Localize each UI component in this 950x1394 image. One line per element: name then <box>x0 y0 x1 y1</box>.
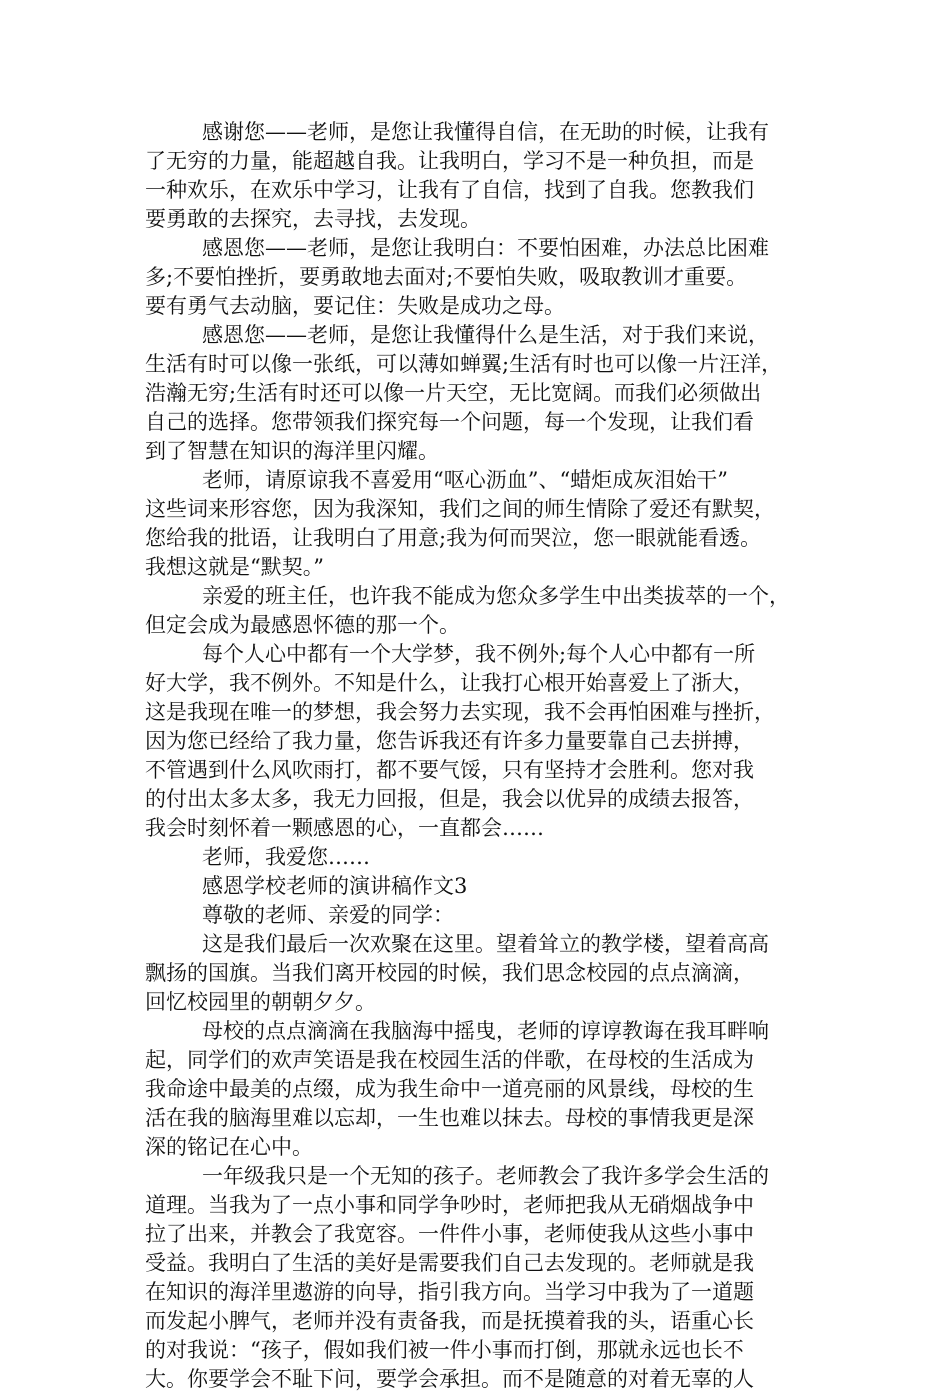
paragraph-first-line: 感恩您——老师，是您让我懂得什么是生活，对于我们来说， <box>202 323 769 347</box>
paragraph-line: 多;不要怕挫折，要勇敢地去面对;不要怕失败，吸取教训才重要。 <box>145 265 748 289</box>
paragraph-first-line: 老师，我爱您…… <box>202 845 370 869</box>
paragraph-line: 因为您已经给了我力量，您告诉我还有许多力量要靠自己去拼搏， <box>145 729 754 753</box>
paragraph-line: 受益。我明白了生活的美好是需要我们自己去发现的。老师就是我 <box>145 1251 754 1275</box>
paragraph-line: 要有勇气去动脑，要记住：失败是成功之母。 <box>145 294 565 318</box>
paragraph-line: 生活有时可以像一张纸，可以薄如蝉翼;生活有时也可以像一片汪洋， <box>145 352 783 376</box>
paragraph-line: 的付出太多太多，我无力回报，但是，我会以优异的成绩去报答， <box>145 787 754 811</box>
paragraph-line: 浩瀚无穷;生活有时还可以像一片天空，无比宽阔。而我们必须做出 <box>145 381 762 405</box>
paragraph-line: 拉了出来，并教会了我宽容。一件件小事，老师使我从这些小事中 <box>145 1222 754 1246</box>
paragraph-first-line: 母校的点点滴滴在我脑海中摇曳，老师的谆谆教诲在我耳畔响 <box>202 1019 769 1043</box>
paragraph-line: 自己的选择。您带领我们探究每一个问题，每一个发现，让我们看 <box>145 410 754 434</box>
paragraph-line: 我想这就是“默契。” <box>145 555 324 579</box>
paragraph-line: 飘扬的国旗。当我们离开校园的时候，我们思念校园的点点滴滴， <box>145 961 754 985</box>
paragraph-line: 而发起小脾气，老师并没有责备我，而是抚摸着我的头，语重心长 <box>145 1309 754 1333</box>
paragraph-first-line: 一年级我只是一个无知的孩子。老师教会了我许多学会生活的 <box>202 1164 769 1188</box>
paragraph-line: 这是我现在唯一的梦想，我会努力去实现，我不会再怕困难与挫折， <box>145 700 775 724</box>
paragraph-line: 大。你要学会不耻下问，要学会承担。而不是随意的对着无辜的人 <box>145 1367 754 1391</box>
paragraph-line: 了无穷的力量，能超越自我。让我明白，学习不是一种负担，而是 <box>145 149 754 173</box>
paragraph-line: 不管遇到什么风吹雨打，都不要气馁，只有坚持才会胜利。您对我 <box>145 758 754 782</box>
paragraph-first-line: 每个人心中都有一个大学梦，我不例外;每个人心中都有一所 <box>202 642 756 666</box>
paragraph-line: 但定会成为最感恩怀德的那一个。 <box>145 613 460 637</box>
paragraph-line: 起，同学们的欢声笑语是我在校园生活的伴歌，在母校的生活成为 <box>145 1048 754 1072</box>
paragraph-first-line: 感恩学校老师的演讲稿作文3 <box>202 874 468 898</box>
paragraph-line: 您给我的批语，让我明白了用意;我为何而哭泣，您一眼就能看透。 <box>145 526 762 550</box>
paragraph-line: 我命途中最美的点缀，成为我生命中一道亮丽的风景线，母校的生 <box>145 1077 754 1101</box>
paragraph-line: 一种欢乐，在欢乐中学习，让我有了自信，找到了自我。您教我们 <box>145 178 754 202</box>
paragraph-first-line: 这是我们最后一次欢聚在这里。望着耸立的教学楼，望着高高 <box>202 932 769 956</box>
paragraph-line: 活在我的脑海里难以忘却，一生也难以抹去。母校的事情我更是深 <box>145 1106 754 1130</box>
paragraph-line: 深的铭记在心中。 <box>145 1135 313 1159</box>
paragraph-first-line: 亲爱的班主任，也许我不能成为您众多学生中出类拔萃的一个， <box>202 584 790 608</box>
paragraph-line: 我会时刻怀着一颗感恩的心，一直都会…… <box>145 816 544 840</box>
paragraph-line: 这些词来形容您，因为我深知，我们之间的师生情除了爱还有默契， <box>145 497 775 521</box>
document-body <box>145 118 809 1394</box>
paragraph-line: 好大学，我不例外。不知是什么，让我打心根开始喜爱上了浙大， <box>145 671 754 695</box>
paragraph-line: 到了智慧在知识的海洋里闪耀。 <box>145 439 439 463</box>
paragraph-first-line: 感恩您——老师，是您让我明白：不要怕困难，办法总比困难 <box>202 236 769 260</box>
paragraph-line: 道理。当我为了一点小事和同学争吵时，老师把我从无硝烟战争中 <box>145 1193 754 1217</box>
paragraph-line: 回忆校园里的朝朝夕夕。 <box>145 990 376 1014</box>
paragraph-first-line: 老师，请原谅我不喜爱用“呕心沥血”、“蜡炬成灰泪始干” <box>202 468 728 492</box>
paragraph-first-line: 尊敬的老师、亲爱的同学： <box>202 903 454 927</box>
paragraph-line: 要勇敢的去探究，去寻找，去发现。 <box>145 207 481 231</box>
paragraph-line: 的对我说：“孩子，假如我们被一件小事而打倒，那就永远也长不 <box>145 1338 744 1362</box>
paragraph-line: 在知识的海洋里遨游的向导，指引我方向。当学习中我为了一道题 <box>145 1280 754 1304</box>
paragraph-first-line: 感谢您——老师，是您让我懂得自信，在无助的时候，让我有 <box>202 120 769 144</box>
